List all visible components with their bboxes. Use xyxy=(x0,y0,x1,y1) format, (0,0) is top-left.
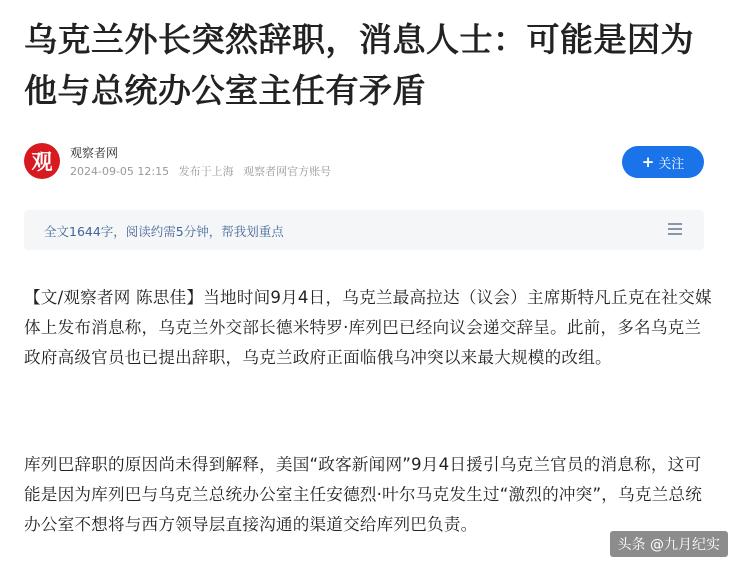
article-paragraph-2: 库列巴辞职的原因尚未得到解释，美国“政客新闻网”9月4日援引乌克兰官员的消息称，这可能是因为库列巴与乌克兰总统办公室主任安德烈·叶尔马克发生过“激烈的冲突”，乌克兰总统办公室不想将与西方领导层直接沟通的渠道交给库列巴负责。 xyxy=(24,455,703,534)
publish-date: 2024-09-05 12:15 xyxy=(70,165,170,178)
watermark: 头条 @九月纪实 xyxy=(610,531,728,557)
avatar-logo-icon: 观 xyxy=(31,150,53,174)
summary-bar[interactable] xyxy=(24,210,704,250)
plus-icon: + xyxy=(641,152,655,171)
publish-location: 发布于上海 xyxy=(178,165,234,178)
follow-label: 关注 xyxy=(658,156,685,172)
follow-button[interactable] xyxy=(622,146,704,178)
article-paragraph-1: 【文/观察者网 陈思佳】当地时间9月4日，乌克兰最高拉达（议会）主席斯特凡丘克在社交媒体上发布消息称，乌克兰外交部长德米特罗·库列巴已经向议会递交辞呈。此前，多名乌克兰政府高级官员也已提出辞职，乌克兰政府正面临俄乌冲突以来最大规模的改组。 xyxy=(24,288,712,367)
author-avatar[interactable] xyxy=(24,143,60,179)
author-name[interactable]: 观察者网 xyxy=(70,146,119,160)
account-badge: 观察者网官方账号 xyxy=(243,165,332,178)
author-row xyxy=(24,143,704,183)
article-meta xyxy=(70,163,337,179)
summary-text[interactable]: 全文1644字，阅读约需5分钟，帮我划重点 xyxy=(44,224,284,239)
list-menu-icon[interactable] xyxy=(668,223,682,235)
article-title: 乌克兰外长突然辞职，消息人士：可能是因为他与总统办公室主任有矛盾 xyxy=(24,20,694,110)
